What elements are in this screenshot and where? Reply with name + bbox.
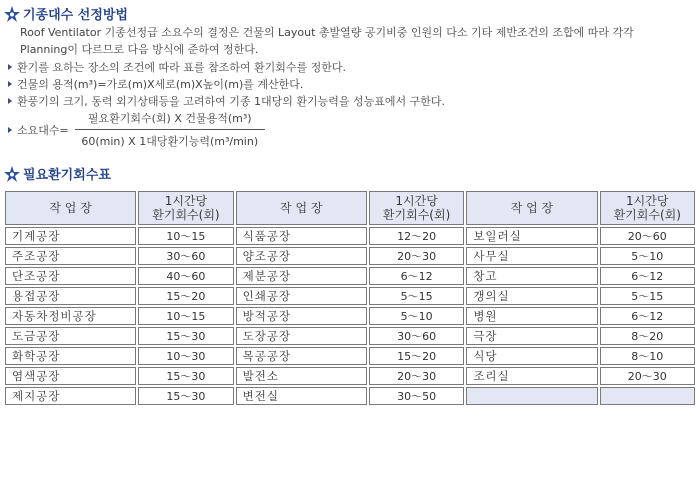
- table-header-row: [5, 191, 695, 225]
- workplace-name: 염색공장: [5, 367, 136, 385]
- formula-numerator: 필요환기회수(회) X 건물용적(m³): [87, 112, 252, 125]
- star-flower-icon: [4, 6, 20, 22]
- ventilation-rate: 15～20: [369, 347, 464, 365]
- workplace-name: 양조공장: [236, 247, 367, 265]
- ventilation-rate: 15～30: [138, 327, 233, 345]
- workplace-name: 용접공장: [5, 287, 136, 305]
- ventilation-rate: 15～30: [138, 367, 233, 385]
- workplace-name: 병원: [466, 307, 597, 325]
- workplace-name: 창고: [466, 267, 597, 285]
- ventilation-rate: 5～15: [369, 287, 464, 305]
- bullet-item: 건물의 용적(m³)=가로(m)X세로(m)X높이(m)를 계산한다.: [8, 76, 303, 92]
- workplace-name: 도금공장: [5, 327, 136, 345]
- workplace-name: 제분공장: [236, 267, 367, 285]
- workplace-name: 자동차정비공장: [5, 307, 136, 325]
- arrow-right-icon: [8, 98, 12, 104]
- table-row: [5, 347, 695, 365]
- table-row: [5, 227, 695, 245]
- section-title-selection: 기종대수 선정방법: [4, 4, 128, 23]
- header-rate: 1시간당 환기회수(회): [600, 191, 695, 225]
- ventilation-rate: 15～20: [138, 287, 233, 305]
- workplace-name: 화학공장: [5, 347, 136, 365]
- table-row: [5, 307, 695, 325]
- formula-fraction: [75, 110, 265, 149]
- header-workplace: 작 업 장: [5, 191, 136, 225]
- intro-line-2: Planning이 다르므로 다음 방식에 준하여 정한다.: [20, 43, 259, 56]
- arrow-right-icon: [8, 64, 12, 70]
- table-row: [5, 247, 695, 265]
- ventilation-rate: 6～12: [600, 267, 695, 285]
- workplace-name: 갱의실: [466, 287, 597, 305]
- bullet-item: 환기를 요하는 장소의 조건에 따라 표를 참조하여 환기회수를 정한다.: [8, 59, 346, 75]
- table-row: [5, 367, 695, 385]
- ventilation-rate: 5～15: [600, 287, 695, 305]
- bullet-item: 환풍기의 크기, 동력 외기상태등을 고려하여 기종 1대당의 환기능력을 성능표에서 구한다.: [8, 93, 445, 109]
- table-row: [5, 267, 695, 285]
- ventilation-rate: 20～30: [600, 367, 695, 385]
- ventilation-rate: 12～20: [369, 227, 464, 245]
- workplace-name: 극장: [466, 327, 597, 345]
- intro-line-1: Roof Ventilator 기종선정급 소요수의 결정은 건물의 Layout 총발열량 공기비중 인원의 다소 기타 제반조건의 조합에 따라 각각: [20, 26, 634, 39]
- ventilation-rate: 5～10: [600, 247, 695, 265]
- ventilation-rate: 20～30: [369, 247, 464, 265]
- ventilation-rate: 20～30: [369, 367, 464, 385]
- arrow-right-icon: [8, 127, 12, 133]
- ventilation-rate: 30～50: [369, 387, 464, 405]
- workplace-name: 도장공장: [236, 327, 367, 345]
- header-rate: 1시간당 환기회수(회): [369, 191, 464, 225]
- formula: [8, 110, 265, 149]
- workplace-name: 인쇄공장: [236, 287, 367, 305]
- workplace-name: 보일러실: [466, 227, 597, 245]
- workplace-name: 주조공장: [5, 247, 136, 265]
- intro-paragraph: [20, 24, 690, 58]
- ventilation-rate: 10～30: [138, 347, 233, 365]
- workplace-name: 제지공장: [5, 387, 136, 405]
- workplace-name: 식품공장: [236, 227, 367, 245]
- ventilation-rate: 15～30: [138, 387, 233, 405]
- star-flower-icon: [4, 166, 20, 182]
- formula-label: 소요대수=: [17, 123, 69, 137]
- ventilation-rate: 5～10: [369, 307, 464, 325]
- workplace-name: 변전실: [236, 387, 367, 405]
- workplace-name: 발전소: [236, 367, 367, 385]
- ventilation-rate: 6～12: [369, 267, 464, 285]
- header-workplace: 작 업 장: [466, 191, 597, 225]
- empty-cell: [600, 387, 695, 405]
- workplace-name: 조리실: [466, 367, 597, 385]
- ventilation-rate: 30～60: [138, 247, 233, 265]
- ventilation-rate: 8～10: [600, 347, 695, 365]
- arrow-right-icon: [8, 81, 12, 87]
- workplace-name: 기계공장: [5, 227, 136, 245]
- empty-cell: [466, 387, 597, 405]
- table-row: [5, 327, 695, 345]
- ventilation-rate: 30～60: [369, 327, 464, 345]
- table-row: [5, 387, 695, 405]
- section-title-ventilation-table: 필요환기회수표: [4, 164, 111, 183]
- formula-denominator: 60(min) X 1대당환기능력(m³/min): [81, 135, 259, 148]
- ventilation-rate: 10～15: [138, 307, 233, 325]
- ventilation-rate: 10～15: [138, 227, 233, 245]
- workplace-name: 방적공장: [236, 307, 367, 325]
- workplace-name: 사무실: [466, 247, 597, 265]
- table-row: [5, 287, 695, 305]
- workplace-name: 목공공장: [236, 347, 367, 365]
- header-rate: 1시간당 환기회수(회): [138, 191, 233, 225]
- ventilation-rate: 20～60: [600, 227, 695, 245]
- workplace-name: 식당: [466, 347, 597, 365]
- workplace-name: 단조공장: [5, 267, 136, 285]
- ventilation-rate: 8～20: [600, 327, 695, 345]
- header-workplace: 작 업 장: [236, 191, 367, 225]
- ventilation-table: [3, 189, 697, 407]
- ventilation-rate: 6～12: [600, 307, 695, 325]
- ventilation-rate: 40～60: [138, 267, 233, 285]
